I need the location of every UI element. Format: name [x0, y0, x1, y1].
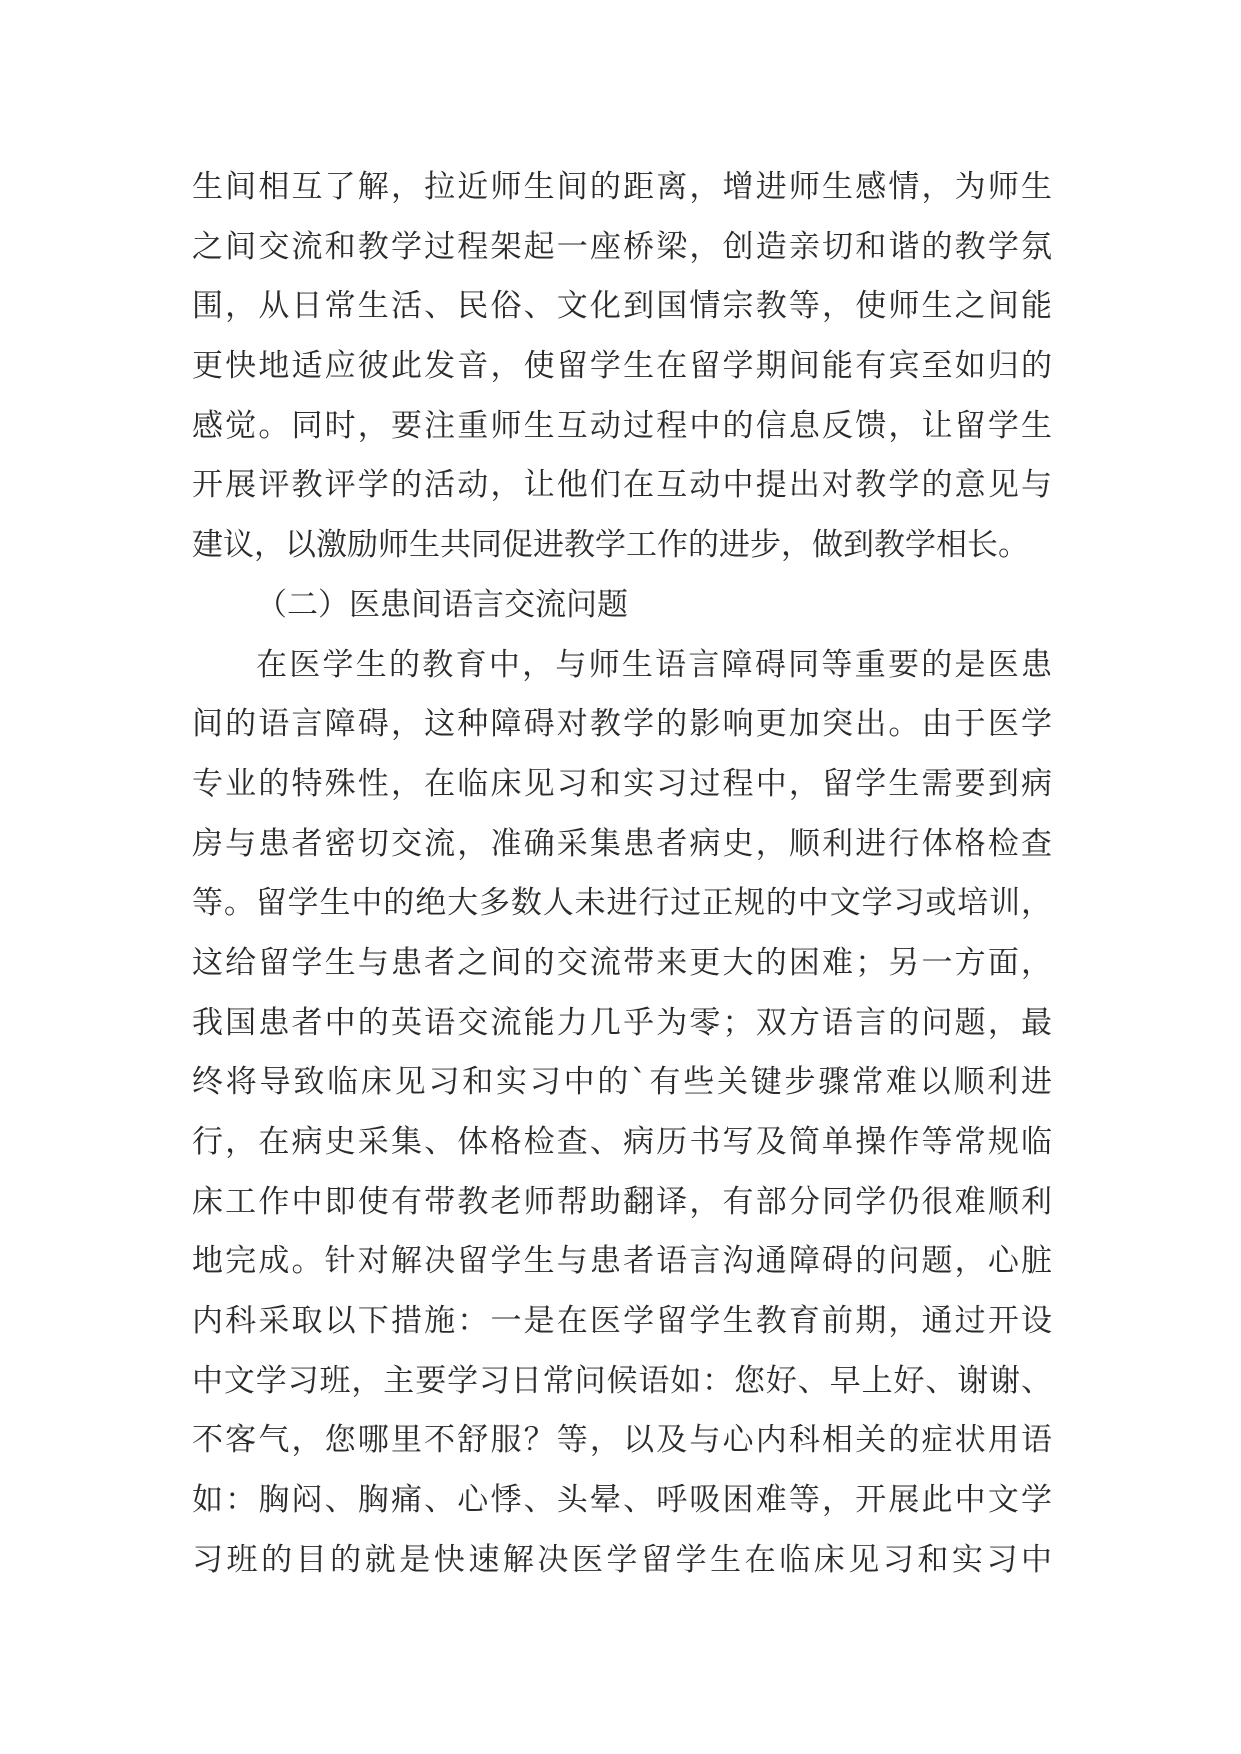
text-line: 行，在病史采集、体格检查、病历书写及简单操作等常规临 [192, 1124, 1052, 1160]
text-line: 我国患者中的英语交流能力几乎为零；双方语言的问题，最 [192, 1004, 1052, 1041]
text-line: 床工作中即使有带教老师帮助翻译，有部分同学仍很难顺利 [192, 1183, 1052, 1220]
text-line: 建议，以激励师生共同促进教学工作的进步，做到教学相长。 [192, 527, 1029, 564]
body-text [192, 158, 1052, 1591]
text-line: 间的语言障碍，这种障碍对教学的影响更加突出。由于医学 [192, 706, 1052, 743]
text-line: 内科采取以下措施：一是在医学留学生教育前期，通过开设 [192, 1303, 1052, 1340]
text-line: 如：胸闷、胸痛、心悸、头晕、呼吸困难等，开展此中文学 [192, 1482, 1052, 1519]
text-line: 专业的特殊性，在临床见习和实习过程中，留学生需要到病 [192, 765, 1052, 802]
text-line: 生间相互了解，拉近师生间的距离，增进师生感情，为师生 [192, 169, 1052, 205]
text-line: 中文学习班，主要学习日常问候语如：您好、早上好、谢谢、 [192, 1362, 1052, 1399]
text-line: 开展评教评学的活动，让他们在互动中提出对教学的意见与 [192, 467, 1052, 504]
text-line: 终将导致临床见习和实习中的`有些关键步骤常难以顺利进 [192, 1064, 1052, 1101]
section-heading: （二）医患间语言交流问题 [256, 586, 628, 623]
text-line: 围，从日常生活、民俗、文化到国情宗教等，使师生之间能 [192, 288, 1052, 325]
text-line: 地完成。针对解决留学生与患者语言沟通障碍的问题，心脏 [192, 1243, 1052, 1280]
text-line: 在医学生的教育中，与师生语言障碍同等重要的是医患 [256, 646, 1052, 683]
text-line: 房与患者密切交流，准确采集患者病史，顺利进行体格检查 [192, 825, 1052, 862]
text-line: 之间交流和教学过程架起一座桥梁，创造亲切和谐的教学氛 [192, 228, 1052, 265]
text-line: 习班的目的就是快速解决医学留学生在临床见习和实习中 [192, 1541, 1052, 1578]
text-line: 等。留学生中的绝大多数人未进行过正规的中文学习或培训， [192, 885, 1052, 922]
text-line: 这给留学生与患者之间的交流带来更大的困难；另一方面， [192, 944, 1052, 981]
text-line: 不客气，您哪里不舒服？等，以及与心内科相关的症状用语 [192, 1422, 1052, 1459]
text-line: 更快地适应彼此发音，使留学生在留学期间能有宾至如归的 [192, 348, 1052, 385]
text-line: 感觉。同时，要注重师生互动过程中的信息反馈，让留学生 [192, 407, 1052, 444]
